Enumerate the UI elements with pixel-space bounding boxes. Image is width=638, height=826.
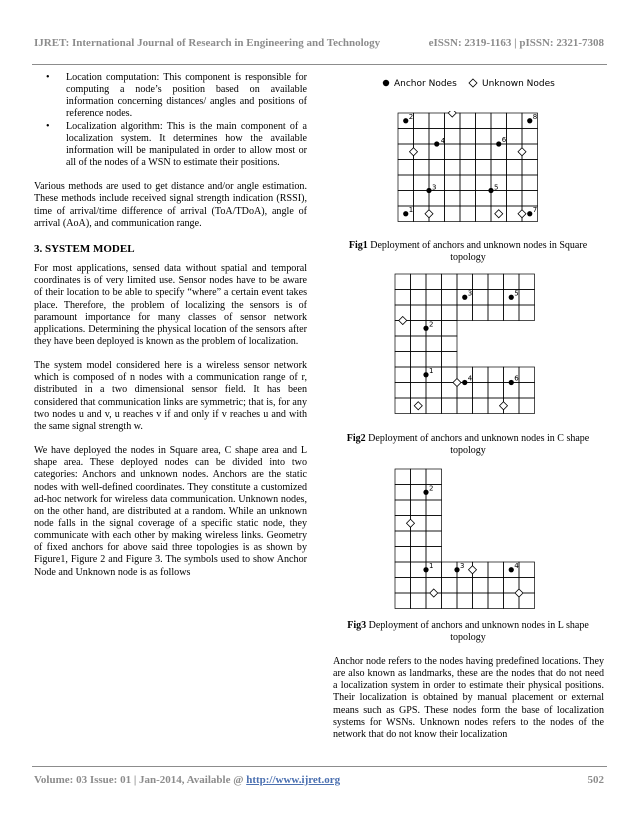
grid-cell [519, 367, 535, 383]
grid-cell [522, 160, 538, 176]
anchor-node [423, 567, 428, 572]
figure-1-caption [333, 240, 603, 264]
grid-cell [460, 160, 476, 176]
anchor-node-label: 5 [514, 289, 519, 298]
anchor-node [509, 295, 514, 300]
grid-cell [476, 206, 492, 222]
legend-anchor-label: Anchor Nodes [394, 79, 457, 89]
grid-cell [507, 160, 523, 176]
header-rule [32, 64, 607, 65]
grid-cell [398, 160, 414, 176]
grid-cell [395, 578, 411, 594]
grid-cell [414, 175, 430, 191]
grid-cell [442, 383, 458, 399]
grid-cell [411, 290, 427, 306]
grid-cell [473, 290, 489, 306]
grid-cell [442, 321, 458, 337]
grid-cell [442, 352, 458, 368]
grid-cell [504, 274, 520, 290]
anchor-node [423, 372, 428, 377]
grid-cell [411, 274, 427, 290]
grid-cell [519, 383, 535, 399]
unknown-node [453, 379, 461, 387]
figure-2-label: Fig2 [346, 433, 366, 444]
anchor-node-label: 1 [429, 561, 434, 570]
unknown-node [500, 402, 508, 410]
unknown-node [495, 210, 503, 218]
grid-cell [476, 113, 492, 129]
right-column-text [333, 656, 604, 741]
grid-cell [442, 398, 458, 414]
anchor-node-label: 7 [532, 205, 538, 214]
journal-link[interactable]: http://www.ijret.org [246, 774, 341, 786]
figure-1-caption-text: Deployment of anchors and unknown nodes in Square topology [367, 240, 588, 263]
grid-cell [426, 352, 442, 368]
grid-cell [473, 578, 489, 594]
unknown-node [469, 566, 477, 574]
anchor-node-label: 6 [514, 374, 519, 383]
grid-cell [460, 129, 476, 145]
grid-cell [488, 305, 504, 321]
grid-cell [473, 274, 489, 290]
figure-2-c-shape-topology [393, 272, 545, 422]
grid-cell [395, 469, 411, 485]
grid-cell [411, 547, 427, 563]
unknown-node [399, 317, 407, 325]
anchor-node-label: 2 [429, 484, 434, 493]
grid-cell [457, 593, 473, 609]
section-heading: 3. SYSTEM MODEL [34, 242, 135, 255]
grid-cell [473, 367, 489, 383]
anchor-node [462, 295, 467, 300]
grid-cell [414, 191, 430, 207]
grid-cell [519, 290, 535, 306]
anchor-node-label: 3 [460, 561, 465, 570]
anchor-node [527, 118, 532, 123]
anchor-node [509, 567, 514, 572]
grid-cell [426, 383, 442, 399]
unknown-node [414, 402, 422, 410]
anchor-node-label: 2 [429, 320, 434, 329]
grid-cell [445, 144, 461, 160]
grid-cell [442, 305, 458, 321]
anchor-node-icon [383, 80, 389, 86]
grid-cell [522, 191, 538, 207]
grid-cell [414, 160, 430, 176]
paragraph: For most applications, sensed data without spatial and temporal coordinates is of very limited use. Sensor nodes have to be aware of their location to be able to specify “where” a certain event takes place. Therefore, the problem of localizing the sensors is of paramount importance for many classes of sensor network applications. Determining the physical location of the sensors after they have been deployed is known as the problem of localization. [34, 263, 307, 347]
figure-3-label: Fig3 [347, 620, 367, 631]
unknown-node [410, 148, 418, 156]
bullet-list [34, 72, 307, 169]
anchor-node [454, 567, 459, 572]
grid-cell [488, 593, 504, 609]
grid-cell [488, 578, 504, 594]
anchor-node-label: 1 [408, 205, 414, 214]
figure-legend [380, 74, 580, 92]
unknown-node-icon [469, 79, 477, 87]
grid-cell [491, 113, 507, 129]
grid-cell [426, 516, 442, 532]
grid-cell [414, 129, 430, 145]
grid-cell [491, 160, 507, 176]
grid-cell [395, 485, 411, 501]
grid-cell [460, 113, 476, 129]
grid-cell [426, 547, 442, 563]
left-column [34, 72, 307, 591]
anchor-node-label: 4 [467, 374, 473, 383]
paragraph: We have deployed the nodes in Square area, C shape area and L shape area. These deployed nodes can be divided into two categories: Anchors and unknown nodes. Anchors are the static nodes with well-defined coordinates. They constitute a customized ad-hoc network for wireless data communication. Unknown nodes, on the other hand, are distributed at a random. While an unknown node falls in the signal coverage of a specific static node, they communicate with each other by making wireless links. Geometry of fixed anchors for above said three topologies is as shown by Figure1, Figure 2 and Figure 3. The symbols used to show Anchor Node and Unknown node is as follows [34, 445, 307, 578]
paragraph: The system model considered here is a wireless sensor network which is composed of n nodes with a communication range of r, distributed in a two dimensional sensor field. It has been considered that communication links are symmetric; that is, for any two nodes u and v, u reaches v if and only if v reaches u and with the same signal strength w. [34, 360, 307, 432]
grid-cell [398, 175, 414, 191]
grid-cell [395, 352, 411, 368]
running-footer [34, 774, 604, 786]
anchor-node-label: 3 [432, 183, 437, 192]
grid-cell [488, 290, 504, 306]
paragraph: Anchor node refers to the nodes having predefined locations. They are also known as landmarks, these are the nodes that do not need a localization system in order to estimate their physical positions. Their localization is obtained by manual placement or external means such as GPS. These nodes form the base of localization systems for WSNs. Unknown nodes refers to the nodes of the network that do not know their localization [333, 656, 604, 740]
grid-cell [476, 144, 492, 160]
grid-cell [426, 305, 442, 321]
grid-cell [504, 305, 520, 321]
grid-cell [488, 383, 504, 399]
bullet-item: • Localization algorithm: This is the main component of a localization system. It determines how the available information will be manipulated in order to allow most or all of the nodes of a WSN to estimate their positions. [34, 121, 307, 170]
unknown-node [518, 148, 526, 156]
figure-3-caption [333, 620, 603, 644]
grid-cell [414, 113, 430, 129]
anchor-node [509, 380, 514, 385]
anchor-node-label: 6 [501, 136, 507, 144]
grid-cell [519, 593, 535, 609]
grid-cell [519, 562, 535, 578]
anchor-node [488, 188, 493, 193]
bullet-item: • Location computation: This component is responsible for computing a node’s position based on available information concerning distances/ angles and positions of reference nodes. [34, 72, 307, 121]
anchor-node [434, 141, 439, 146]
grid-cell [504, 578, 520, 594]
unknown-node [515, 589, 523, 597]
issn-info: eISSN: 2319-1163 | pISSN: 2321-7308 [428, 37, 604, 49]
journal-title: IJRET: International Journal of Research in Engineering and Technology [34, 37, 381, 49]
grid-cell [426, 290, 442, 306]
grid-cell [507, 113, 523, 129]
grid-cell [488, 274, 504, 290]
anchor-node-label: 4 [514, 561, 519, 570]
grid-cell [460, 144, 476, 160]
grid-cell [426, 274, 442, 290]
figure-1-square-topology [396, 111, 548, 228]
grid-cell [473, 593, 489, 609]
anchor-node [527, 211, 532, 216]
grid-cell [411, 336, 427, 352]
grid-cell [460, 206, 476, 222]
grid-cell [395, 336, 411, 352]
grid-cell [504, 593, 520, 609]
grid-cell [395, 383, 411, 399]
grid-cell [460, 191, 476, 207]
anchor-node [423, 326, 428, 331]
grid-cell [473, 383, 489, 399]
grid-cell [445, 175, 461, 191]
anchor-node-label: 5 [494, 183, 499, 192]
figure-3-caption-text: Deployment of anchors and unknown nodes in L shape topology [366, 620, 589, 643]
figure-1-label: Fig1 [348, 240, 368, 251]
grid-cell [476, 175, 492, 191]
grid-cell [476, 191, 492, 207]
anchor-node-label: 1 [429, 366, 434, 375]
grid-cell [426, 500, 442, 516]
grid-cell [411, 383, 427, 399]
unknown-node [518, 210, 526, 218]
page-number: 502 [587, 774, 604, 786]
grid-cell [411, 593, 427, 609]
grid-cell [473, 305, 489, 321]
anchor-node-label: 8 [532, 112, 538, 121]
grid-cell [395, 290, 411, 306]
anchor-node-label: 4 [440, 137, 446, 145]
anchor-node [496, 141, 501, 146]
grid-cell [411, 531, 427, 547]
grid-cell [519, 578, 535, 594]
grid-cell [491, 191, 507, 207]
grid-cell [398, 191, 414, 207]
grid-cell [398, 129, 414, 145]
grid-cell [442, 274, 458, 290]
grid-cell [445, 191, 461, 207]
grid-cell [445, 129, 461, 145]
grid-cell [519, 274, 535, 290]
grid-cell [442, 336, 458, 352]
grid-cell [411, 578, 427, 594]
figure-2-caption [333, 433, 603, 457]
grid-cell [411, 305, 427, 321]
grid-cell [473, 398, 489, 414]
grid-cell [457, 578, 473, 594]
grid-cell [395, 274, 411, 290]
grid-cell [476, 160, 492, 176]
unknown-node [430, 589, 438, 597]
running-header [34, 37, 604, 49]
grid-cell [507, 129, 523, 145]
grid-cell [522, 129, 538, 145]
unknown-node [448, 111, 456, 117]
grid-cell [442, 578, 458, 594]
grid-cell [519, 305, 535, 321]
grid-cell [457, 274, 473, 290]
grid-cell [395, 562, 411, 578]
legend-unknown-label: Unknown Nodes [482, 79, 555, 89]
grid-cell [426, 398, 442, 414]
grid-cell [445, 206, 461, 222]
anchor-node-label: 3 [467, 289, 473, 298]
grid-cell [429, 191, 445, 207]
grid-cell [395, 367, 411, 383]
anchor-node [403, 118, 408, 123]
grid-cell [395, 500, 411, 516]
grid-cell [426, 336, 442, 352]
grid-cell [507, 175, 523, 191]
anchor-node [423, 490, 428, 495]
grid-cell [460, 175, 476, 191]
figure-3-l-shape-topology [393, 467, 545, 610]
grid-cell [457, 398, 473, 414]
grid-cell [429, 160, 445, 176]
unknown-node [407, 519, 415, 527]
grid-cell [429, 113, 445, 129]
paragraph: Various methods are used to get distance and/or angle estimation. These methods include received signal strength indication (RSSI), time of arrival/time difference of arrival (ToA/TDoA), angle of arrival (AoA), and communication range. [34, 181, 307, 229]
grid-cell [395, 398, 411, 414]
unknown-node [425, 210, 433, 218]
grid-cell [488, 562, 504, 578]
footer-volume-text: Volume: 03 Issue: 01 | Jan-2014, Available @ [34, 774, 247, 786]
grid-cell [395, 531, 411, 547]
grid-cell [457, 305, 473, 321]
grid-cell [395, 547, 411, 563]
anchor-node-label: 2 [408, 112, 414, 121]
grid-cell [442, 367, 458, 383]
footer-volume [34, 774, 340, 786]
grid-cell [476, 129, 492, 145]
grid-cell [519, 398, 535, 414]
grid-cell [426, 531, 442, 547]
grid-cell [488, 367, 504, 383]
grid-cell [442, 290, 458, 306]
grid-cell [445, 160, 461, 176]
anchor-node [426, 188, 431, 193]
grid-cell [395, 593, 411, 609]
grid-cell [411, 352, 427, 368]
grid-cell [411, 500, 427, 516]
grid-cell [442, 593, 458, 609]
footer-rule [32, 766, 607, 767]
grid-cell [507, 191, 523, 207]
grid-cell [411, 469, 427, 485]
grid-cell [522, 175, 538, 191]
anchor-node [403, 211, 408, 216]
grid-cell [426, 469, 442, 485]
anchor-node [462, 380, 467, 385]
figure-2-caption-text: Deployment of anchors and unknown nodes in C shape topology [365, 433, 590, 456]
